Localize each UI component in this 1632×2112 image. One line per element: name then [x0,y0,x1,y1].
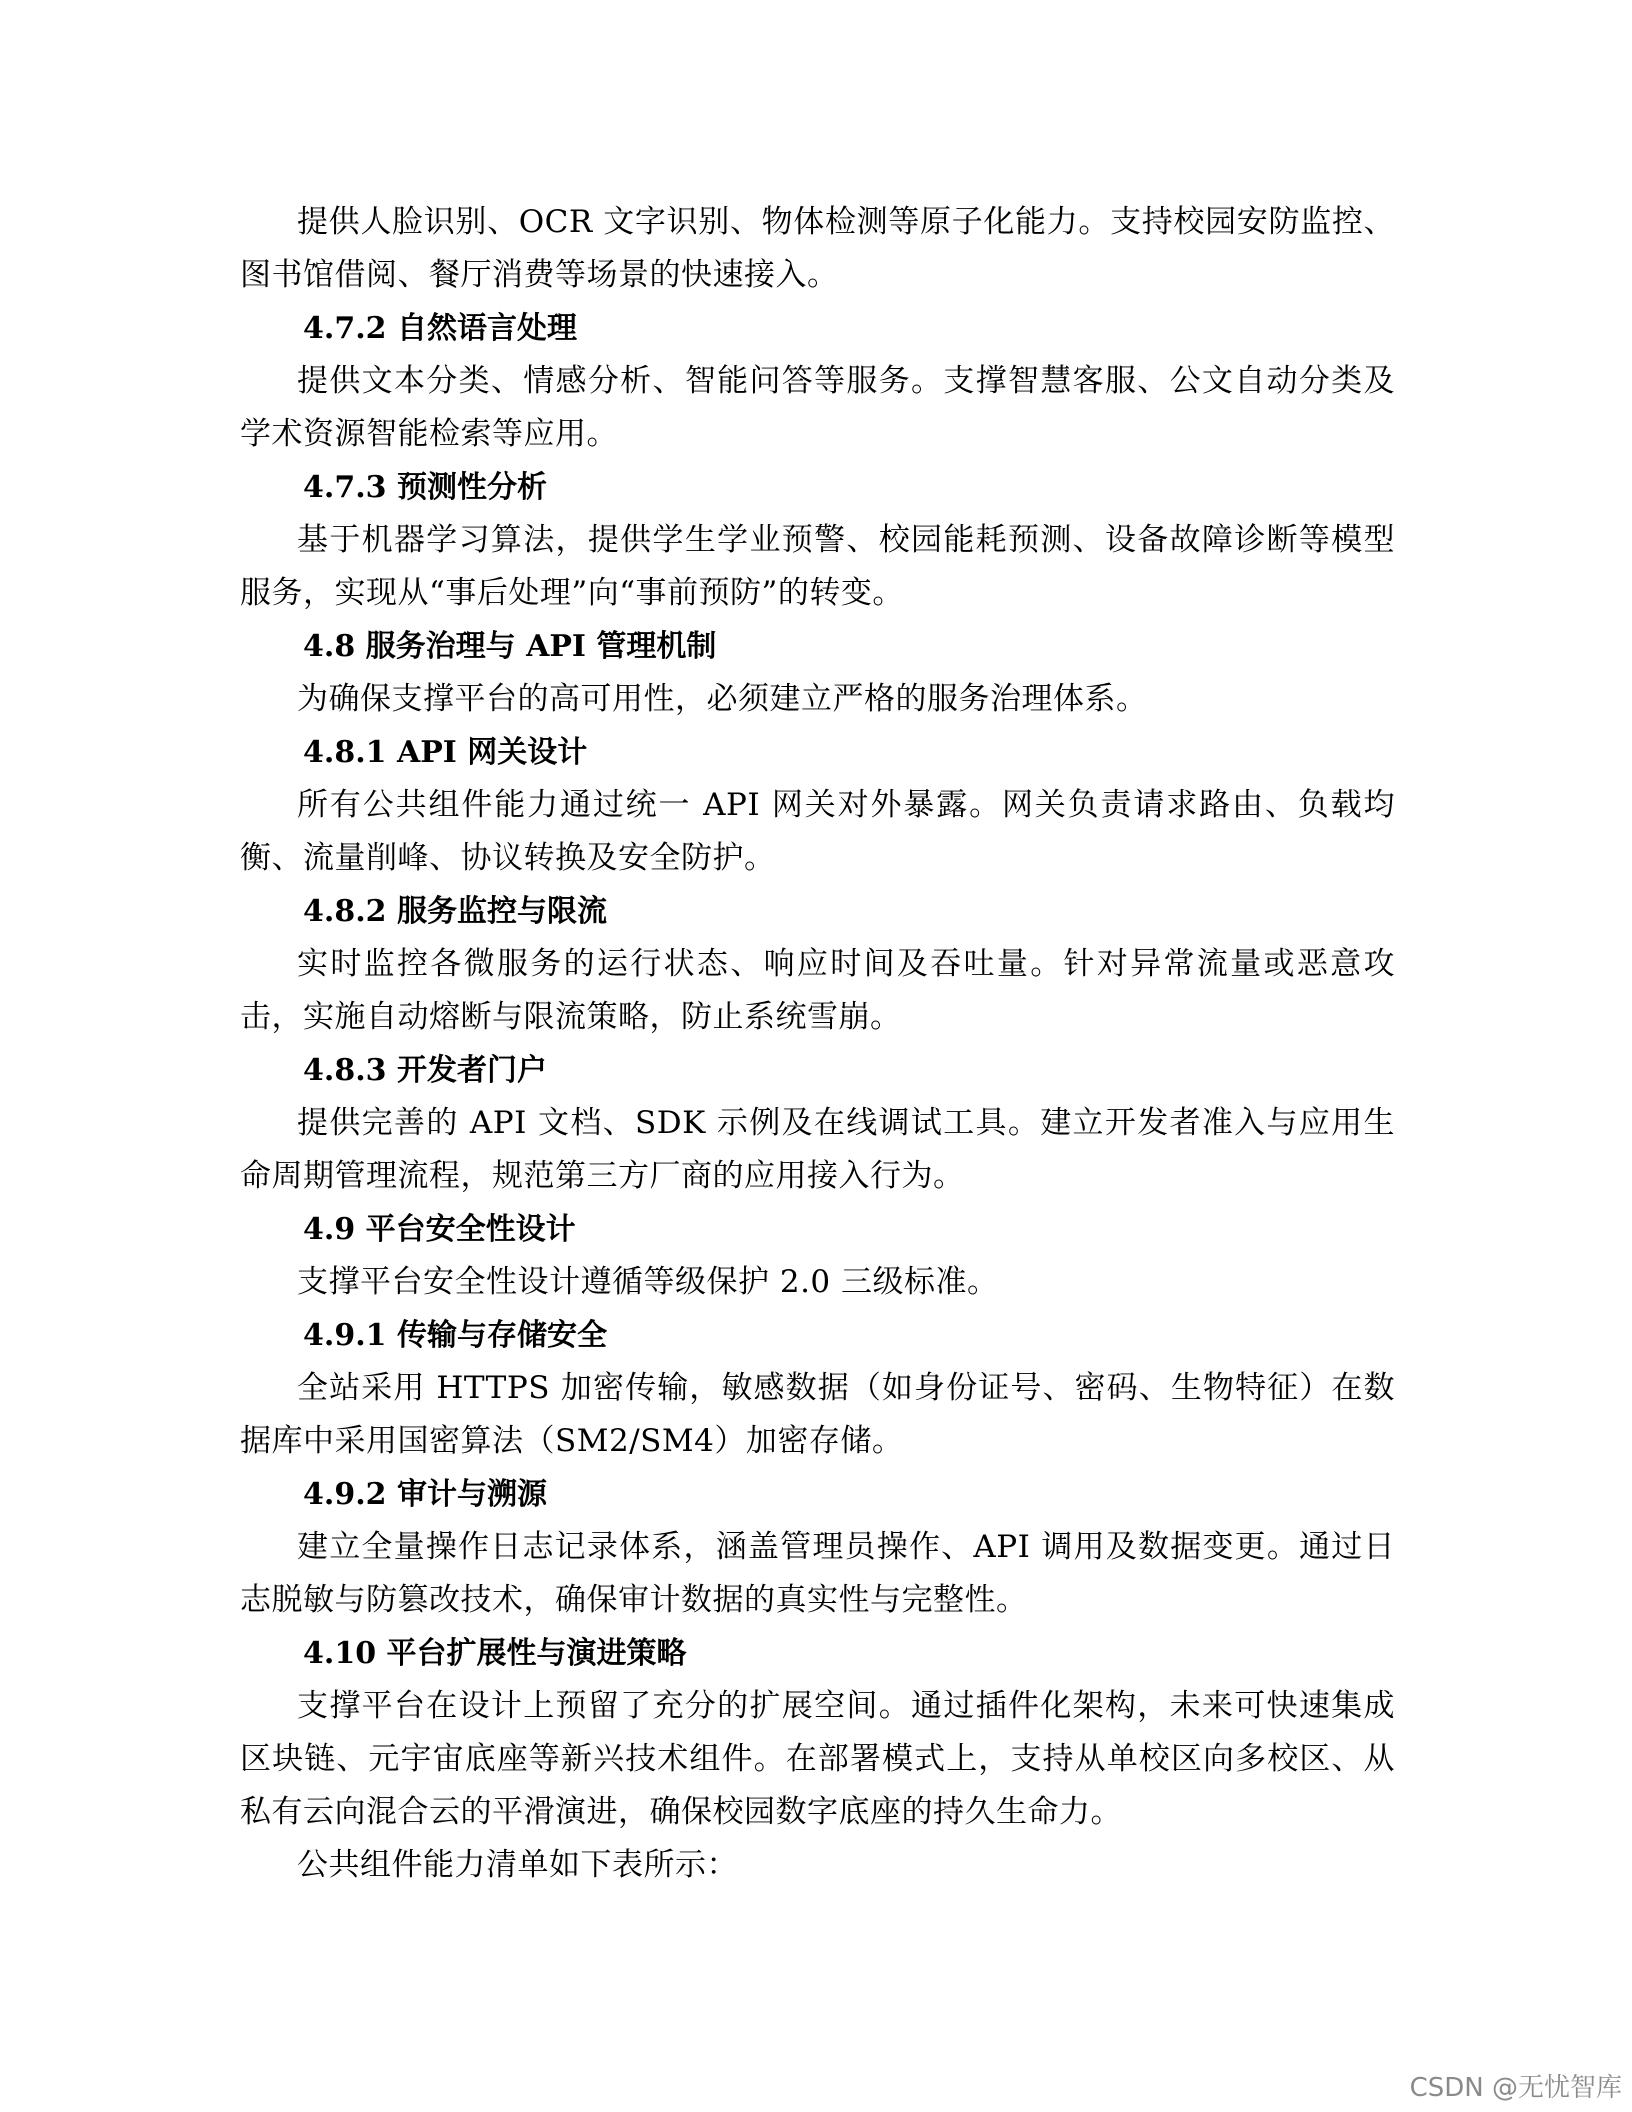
heading-4-9-2: 4.9.2 审计与溯源 [303,1477,547,1512]
heading-4-8-3: 4.8.3 开发者门户 [303,1053,547,1088]
heading-4-8: 4.8 服务治理与 API 管理机制 [303,629,717,664]
heading-4-7-2: 4.7.2 自然语言处理 [303,311,577,346]
paragraph-predictive: 基于机器学习算法，提供学生学业预警、校园能耗预测、设备故障诊断等模型服务，实现从“事后处理”向“事前预防”的转变。 [240,522,1395,611]
heading-4-10: 4.10 平台扩展性与演进策略 [303,1636,687,1671]
paragraph-dev-portal: 提供完善的 API 文档、SDK 示例及在线调试工具。建立开发者准入与应用生命周期管理流程，规范第三方厂商的应用接入行为。 [240,1105,1395,1194]
heading-4-7-3: 4.7.3 预测性分析 [303,470,547,505]
heading-4-8-2: 4.8.2 服务监控与限流 [303,894,607,929]
heading-4-9: 4.9 平台安全性设计 [303,1212,576,1247]
paragraph-extensibility: 支撑平台在设计上预留了充分的扩展空间。通过插件化架构，未来可快速集成区块链、元宇宙底座等新兴技术组件。在部署模式上，支持从单校区向多校区、从私有云向混合云的平滑演进，确保校园数字底座的持久生命力。 [240,1688,1395,1830]
paragraph-transport-storage: 全站采用 HTTPS 加密传输，敏感数据（如身份证号、密码、生物特征）在数据库中采用国密算法（SM2/SM4）加密存储。 [240,1370,1395,1459]
heading-4-8-1: 4.8.1 API 网关设计 [303,735,588,770]
paragraph-monitoring: 实时监控各微服务的运行状态、响应时间及吞吐量。针对异常流量或恶意攻击，实施自动熔断与限流策略，防止系统雪崩。 [240,946,1395,1035]
paragraph-nlp: 提供文本分类、情感分析、智能问答等服务。支撑智慧客服、公文自动分类及学术资源智能检索等应用。 [240,363,1395,452]
paragraph-security: 支撑平台安全性设计遵循等级保护 2.0 三级标准。 [297,1264,999,1300]
heading-4-9-1: 4.9.1 传输与存储安全 [303,1318,607,1353]
document-body [240,196,1395,1892]
paragraph-audit: 建立全量操作日志记录体系，涵盖管理员操作、API 调用及数据变更。通过日志脱敏与防篡改技术，确保审计数据的真实性与完整性。 [240,1529,1395,1618]
watermark: CSDN @无忧智库 [1409,2073,1622,2103]
paragraph-api-gateway: 所有公共组件能力通过统一 API 网关对外暴露。网关负责请求路由、负载均衡、流量削峰、协议转换及安全防护。 [240,787,1395,876]
paragraph-ai-vision: 提供人脸识别、OCR 文字识别、物体检测等原子化能力。支持校园安防监控、图书馆借阅、餐厅消费等场景的快速接入。 [240,204,1395,293]
paragraph-table-intro: 公共组件能力清单如下表所示： [297,1847,738,1883]
paragraph-governance: 为确保支撑平台的高可用性，必须建立严格的服务治理体系。 [297,681,1148,717]
